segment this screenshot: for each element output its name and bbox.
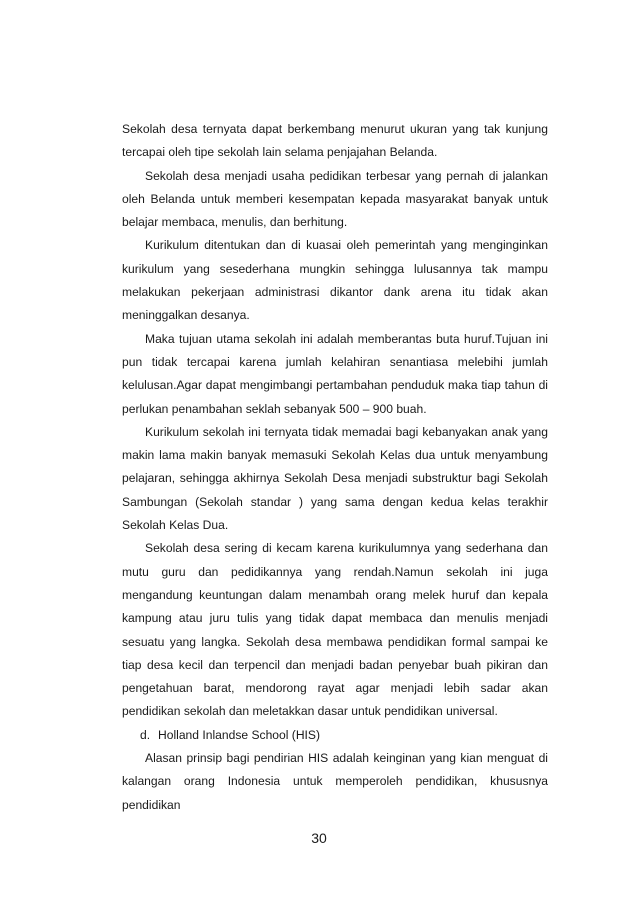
paragraph: Kurikulum sekolah ini ternyata tidak memadai bagi kebanyakan anak yang makin lama makin banyak memasuki Sekolah Kelas dua untuk menyambung pelajaran, sehingga akhirnya Sekolah Desa menjadi substruktur bagi Sekolah Sambungan (Sekolah standar ) yang sama dengan kedua kelas terakhir Sekolah Kelas Dua. xyxy=(122,424,548,533)
paragraph: Kurikulum ditentukan dan di kuasai oleh pemerintah yang menginginkan kurikulum yang sesederhana mungkin sehingga lulusannya tak mampu melakukan pekerjaan administrasi dikantor dank arena itu tidak akan meninggalkan desanya. xyxy=(122,238,548,323)
paragraph: Alasan prinsip bagi pendirian HIS adalah keinginan yang kian menguat di kalangan orang Indonesia untuk memperoleh pendidikan, khususnya pendidikan xyxy=(122,751,548,812)
section-heading-marker: d. xyxy=(140,727,151,742)
paragraph: Maka tujuan utama sekolah ini adalah memberantas buta huruf.Tujuan ini pun tidak tercapai karena jumlah kelahiran senantiasa melebihi jumlah kelulusan.Agar dapat mengimbangi pertambahan penduduk maka tiap tahun di perlukan penambahan seklah sebanyak 500 – 900 buah. xyxy=(122,331,548,416)
paragraph: Sekolah desa ternyata dapat berkembang menurut ukuran yang tak kunjung tercapai oleh tipe sekolah lain selama penjajahan Belanda. xyxy=(122,122,548,160)
section-heading-title: Holland Inlandse School (HIS) xyxy=(158,727,321,742)
body-text xyxy=(122,118,548,817)
paragraph: Sekolah desa sering di kecam karena kurikulumnya yang sederhana dan mutu guru dan pedidikannya yang rendah.Namun sekolah ini juga mengandung keuntungan dalam menambah orang melek huruf dan kepala kampung atau juru tulis yang tidak dapat membaca dan menulis menjadi sesuatu yang langka. Sekolah desa membawa pendidikan formal sampai ke tiap desa kecil dan terpencil dan menjadi badan penyebar buah pikiran dan pengetahuan barat, mendorong rayat agar menjadi lebih sadar akan pendidikan sekolah dan meletakkan dasar untuk pendidikan universal. xyxy=(122,541,548,719)
section-heading xyxy=(122,724,548,747)
paragraph: Sekolah desa menjadi usaha pedidikan terbesar yang pernah di jalankan oleh Belanda untuk memberi kesempatan kepada masyarakat banyak untuk belajar membaca, menulis, dan berhitung. xyxy=(122,168,548,230)
page-number: 30 xyxy=(311,830,327,846)
